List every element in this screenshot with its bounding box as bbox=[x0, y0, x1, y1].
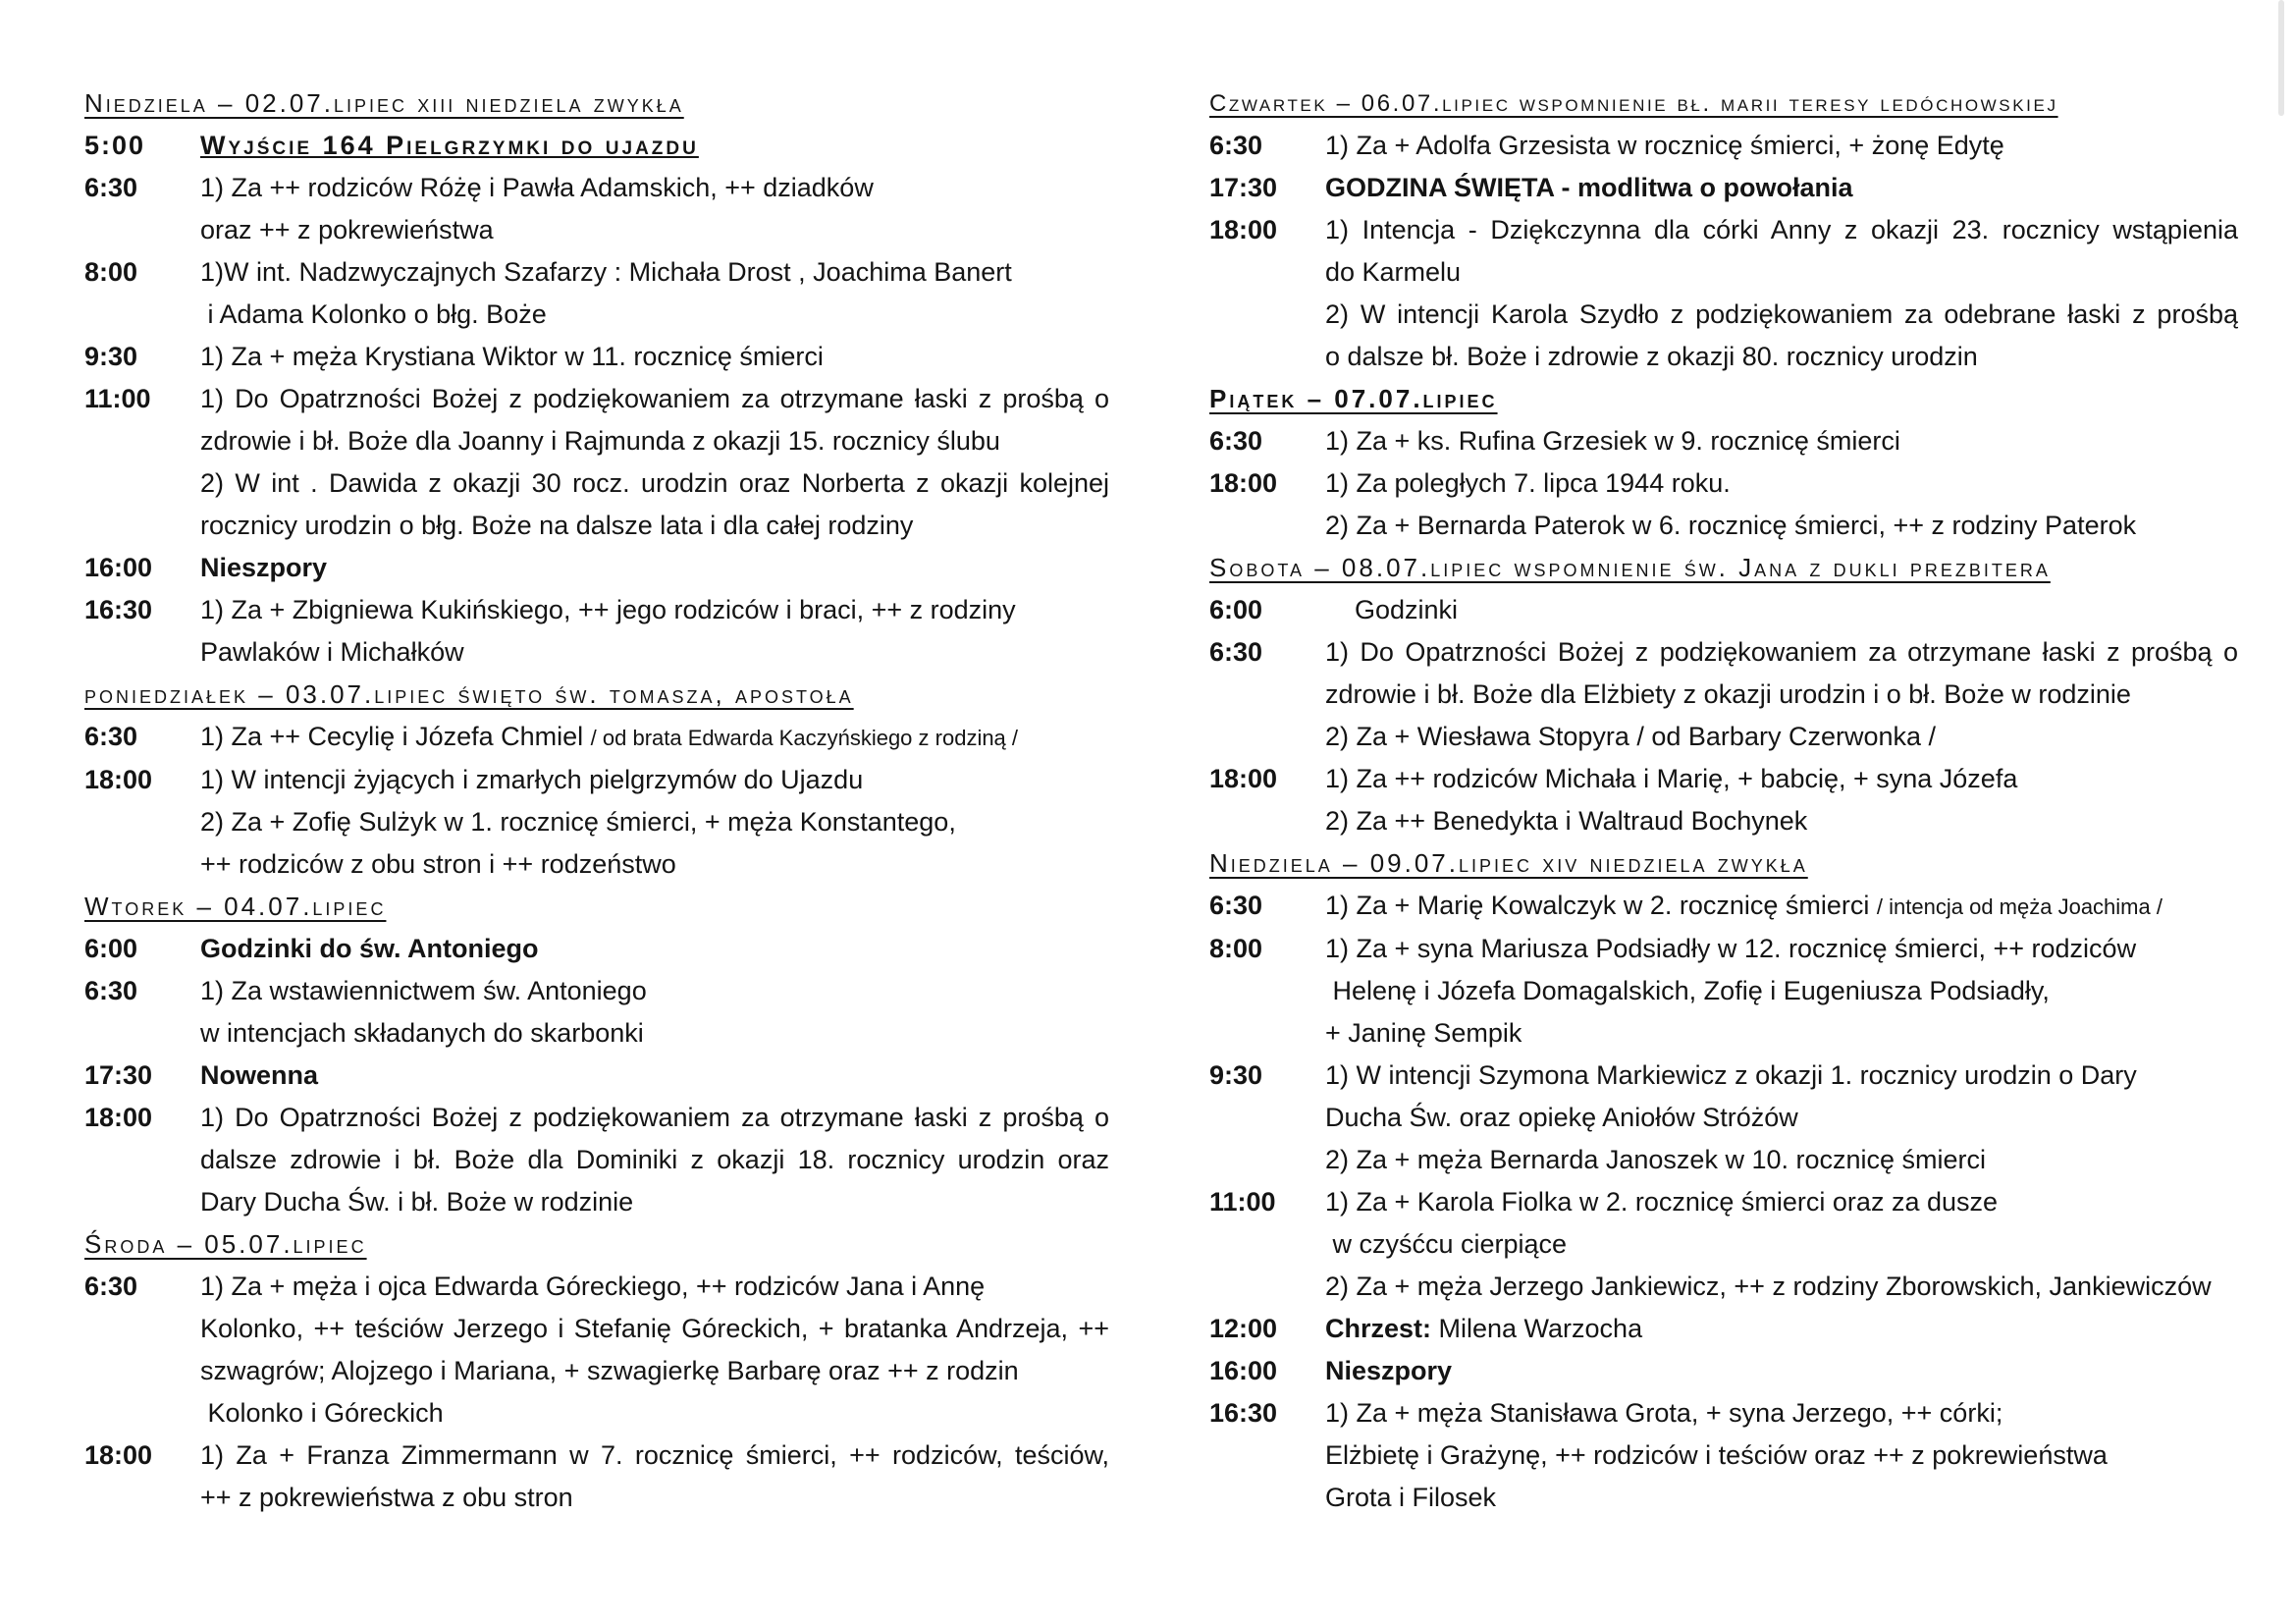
intention-line: 1)W int. Nadzwyczajnych Szafarzy : Michała Drost , Joachima Banert bbox=[200, 257, 1012, 287]
intention-line: 1) Za ++ Cecylię i Józefa Chmiel / od brata Edwarda Kaczyńskiego z rodziną / bbox=[200, 722, 1019, 751]
intention-line: i Adama Kolonko o błg. Boże bbox=[200, 299, 547, 329]
intention-line: Wyjście 164 Pielgrzymki do ujazdu bbox=[200, 131, 699, 160]
scrollbar-thumb[interactable] bbox=[2278, 0, 2284, 116]
day-header: Niedziela – 09.07.lipiec xiv niedziela zwykła bbox=[1209, 848, 1808, 878]
mass-entry bbox=[1209, 1350, 2238, 1392]
day-header: Czwartek – 06.07.lipiec wspomnienie bł. marii teresy ledóchowskiej bbox=[1209, 90, 2058, 117]
intention-line: Ducha Św. oraz opiekę Aniołów Stróżów bbox=[1325, 1103, 1798, 1132]
mass-time: 11:00 bbox=[84, 384, 151, 413]
day-section-sunday-0907 bbox=[1209, 842, 2238, 1519]
mass-entry bbox=[84, 167, 1109, 251]
mass-entry bbox=[1209, 125, 2238, 167]
intention-line: 2) Za + Wiesława Stopyra / od Barbary Czerwonka / bbox=[1325, 722, 1937, 751]
intention-line: szwagrów; Alojzego i Mariana, + szwagierkę Barbarę oraz ++ z rodzin bbox=[200, 1356, 1019, 1385]
mass-entry bbox=[1209, 758, 2238, 842]
intention-line: 2) Za ++ Benedykta i Waltraud Bochynek bbox=[1325, 806, 1808, 836]
intention-line: Elżbietę i Grażynę, ++ rodziców i teściów oraz ++ z pokrewieństwa bbox=[1325, 1440, 2108, 1470]
mass-time: 16:30 bbox=[84, 595, 153, 624]
mass-time: 6:30 bbox=[84, 1272, 138, 1301]
intention-line: 1) Do Opatrzności Bożej z podziękowaniem za otrzymane łaski z prośbą o bbox=[1325, 637, 2238, 667]
day-section-sunday-0207 bbox=[84, 82, 1109, 674]
intention-line: + Janinę Sempik bbox=[1325, 1018, 1522, 1048]
intention-line: 1) Za poległych 7. lipca 1944 roku. bbox=[1325, 468, 1731, 498]
intention-line: 1) Za wstawiennictwem św. Antoniego bbox=[200, 976, 647, 1005]
mass-time: 6:30 bbox=[1209, 131, 1263, 160]
mass-time: 16:00 bbox=[84, 553, 153, 582]
mass-time: 9:30 bbox=[84, 342, 138, 371]
intention-line: Pawlaków i Michałków bbox=[200, 637, 464, 667]
intention-line: Kolonko i Góreckich bbox=[200, 1398, 444, 1428]
intention-line: dalsze zdrowie i bł. Boże dla Dominiki z okazji 18. rocznicy urodzin oraz bbox=[200, 1145, 1109, 1174]
mass-time: 18:00 bbox=[84, 1103, 153, 1132]
intention-line: Nieszpory bbox=[200, 553, 328, 582]
mass-entry bbox=[84, 547, 1109, 589]
intention-line: 1) Za + syna Mariusza Podsiadły w 12. rocznicę śmierci, ++ rodziców bbox=[1325, 934, 2137, 963]
intention-line: w intencjach składanych do skarbonki bbox=[200, 1018, 644, 1048]
day-section-friday-0707 bbox=[1209, 378, 2238, 547]
left-column bbox=[84, 82, 1109, 1519]
intention-line: oraz ++ z pokrewieństwa bbox=[200, 215, 494, 244]
intention-line: 1) Za + ks. Rufina Grzesiek w 9. rocznicę śmierci bbox=[1325, 426, 1900, 456]
mass-time: 18:00 bbox=[1209, 764, 1278, 793]
mass-entry bbox=[1209, 1392, 2238, 1519]
intention-line: 1) Do Opatrzności Bożej z podziękowaniem za otrzymane łaski z prośbą o bbox=[200, 1103, 1109, 1132]
mass-entry bbox=[1209, 885, 2238, 928]
intention-line: 1) W intencji Szymona Markiewicz z okazji 1. rocznicy urodzin o Dary bbox=[1325, 1060, 2137, 1090]
mass-entry bbox=[84, 251, 1109, 336]
intention-line: 2) Za + Zofię Sulżyk w 1. rocznicę śmierci, + męża Konstantego, bbox=[200, 807, 956, 837]
intention-line: o dalsze bł. Boże i zdrowie z okazji 80. rocznicy urodzin bbox=[1325, 342, 1978, 371]
mass-entry bbox=[1209, 589, 2238, 631]
intention-line: 1) Za + męża Stanisława Grota, + syna Jerzego, ++ córki; bbox=[1325, 1398, 2003, 1428]
day-header: Wtorek – 04.07.lipiec bbox=[84, 892, 387, 921]
intention-line: zdrowie i bł. Boże dla Joanny i Rajmunda z okazji 15. rocznicy ślubu bbox=[200, 426, 1000, 456]
mass-time: 18:00 bbox=[84, 1440, 153, 1470]
mass-time: 6:30 bbox=[1209, 891, 1263, 920]
mass-time: 8:00 bbox=[84, 257, 138, 287]
mass-time: 16:00 bbox=[1209, 1356, 1278, 1385]
intention-line: w czyśćcu cierpiące bbox=[1325, 1229, 1568, 1259]
intention-line: ++ z pokrewieństwa z obu stron bbox=[200, 1483, 573, 1512]
day-header: Środa – 05.07.lipiec bbox=[84, 1229, 367, 1259]
intention-line: ++ rodziców z obu stron i ++ rodzeństwo bbox=[200, 849, 676, 879]
intention-line: 2) Za + Bernarda Paterok w 6. rocznicę śmierci, ++ z rodziny Paterok bbox=[1325, 511, 2137, 540]
intention-line: 1) Do Opatrzności Bożej z podziękowaniem za otrzymane łaski z prośbą o bbox=[200, 384, 1109, 413]
intention-line: zdrowie i bł. Boże dla Elżbiety z okazji urodzin i o bł. Boże w rodzinie bbox=[1325, 679, 2131, 709]
mass-entry bbox=[1209, 1181, 2238, 1308]
mass-entry bbox=[84, 759, 1109, 886]
mass-entry bbox=[1209, 928, 2238, 1055]
intention-line: 1) Za + męża Krystiana Wiktor w 11. rocznicę śmierci bbox=[200, 342, 824, 371]
mass-entry bbox=[1209, 167, 2238, 209]
intention-line: do Karmelu bbox=[1325, 257, 1462, 287]
mass-entry bbox=[1209, 462, 2238, 547]
intention-line: GODZINA ŚWIĘTA - modlitwa o powołania bbox=[1325, 173, 1853, 202]
mass-entry bbox=[84, 970, 1109, 1055]
mass-time: 6:30 bbox=[84, 722, 138, 751]
intention-line: Nowenna bbox=[200, 1060, 319, 1090]
intention-line: 1) Intencja - Dziękczynna dla córki Anny z okazji 23. rocznicy wstąpienia bbox=[1325, 215, 2238, 244]
day-header: poniedziałek – 03.07.lipiec święto św. tomasza, apostoła bbox=[84, 679, 854, 709]
mass-time: 6:00 bbox=[84, 934, 138, 963]
intention-line: 2) W intencji Karola Szydło z podziękowaniem za odebrane łaski z prośbą bbox=[1325, 299, 2238, 329]
mass-time: 17:30 bbox=[84, 1060, 153, 1090]
mass-entry bbox=[84, 336, 1109, 378]
day-section-wednesday-0507 bbox=[84, 1223, 1109, 1519]
intention-line: Chrzest: Milena Warzocha bbox=[1325, 1314, 1643, 1343]
intention-line: 1) Za + Franza Zimmermann w 7. rocznicę śmierci, ++ rodziców, teściów, bbox=[200, 1440, 1109, 1470]
intention-line: Godzinki bbox=[1325, 595, 1459, 624]
mass-entry bbox=[84, 1055, 1109, 1097]
intention-line: Nieszpory bbox=[1325, 1356, 1453, 1385]
intention-line: Godzinki do św. Antoniego bbox=[200, 934, 539, 963]
intention-line: 1) Za + Karola Fiolka w 2. rocznicę śmierci oraz za dusze bbox=[1325, 1187, 1999, 1217]
intention-line: 2) W int . Dawida z okazji 30 rocz. urodzin oraz Norberta z okazji kolejnej bbox=[200, 468, 1109, 498]
mass-entry bbox=[84, 1266, 1109, 1435]
mass-entry bbox=[84, 928, 1109, 970]
mass-entry bbox=[1209, 1308, 2238, 1350]
intention-line: Grota i Filosek bbox=[1325, 1483, 1497, 1512]
mass-time: 18:00 bbox=[1209, 468, 1278, 498]
mass-entry bbox=[1209, 631, 2238, 758]
right-column bbox=[1209, 82, 2238, 1519]
intention-line: 1) Za + Marię Kowalczyk w 2. rocznicę śmierci / intencja od męża Joachima / bbox=[1325, 891, 2163, 920]
mass-time: 6:30 bbox=[1209, 426, 1263, 456]
intention-line: 1) Za ++ rodziców Michała i Marię, + babcię, + syna Józefa bbox=[1325, 764, 2018, 793]
mass-entry bbox=[84, 1097, 1109, 1223]
mass-time: 6:30 bbox=[84, 173, 138, 202]
intention-line: 1) Za + Adolfa Grzesista w rocznicę śmierci, + żonę Edytę bbox=[1325, 131, 2004, 160]
intention-line: 1) W intencji żyjących i zmarłych pielgrzymów do Ujazdu bbox=[200, 765, 864, 794]
mass-time: 11:00 bbox=[1209, 1187, 1276, 1217]
mass-entry bbox=[84, 716, 1109, 759]
intention-line: Helenę i Józefa Domagalskich, Zofię i Eugeniusza Podsiadły, bbox=[1325, 976, 2050, 1005]
mass-time: 6:30 bbox=[84, 976, 138, 1005]
intention-line: 1) Za + Zbigniewa Kukińskiego, ++ jego rodziców i braci, ++ z rodziny bbox=[200, 595, 1016, 624]
mass-time: 12:00 bbox=[1209, 1314, 1278, 1343]
mass-time: 8:00 bbox=[1209, 934, 1263, 963]
day-section-saturday-0807 bbox=[1209, 547, 2238, 842]
intention-line: Dary Ducha Św. i bł. Boże w rodzinie bbox=[200, 1187, 634, 1217]
day-section-thursday-0607 bbox=[1209, 82, 2238, 378]
mass-time: 6:30 bbox=[1209, 637, 1263, 667]
mass-time: 16:30 bbox=[1209, 1398, 1278, 1428]
mass-entry bbox=[84, 378, 1109, 547]
intention-line: 2) Za + męża Jerzego Jankiewicz, ++ z rodziny Zborowskich, Jankiewiczów bbox=[1325, 1272, 2212, 1301]
mass-entry bbox=[1209, 209, 2238, 378]
intention-line: 1) Za + męża i ojca Edwarda Góreckiego, ++ rodziców Jana i Annę bbox=[200, 1272, 986, 1301]
day-section-tuesday-0407 bbox=[84, 886, 1109, 1223]
intention-line: 2) Za + męża Bernarda Janoszek w 10. rocznicę śmierci bbox=[1325, 1145, 1987, 1174]
mass-entry bbox=[1209, 1055, 2238, 1181]
mass-time: 6:00 bbox=[1209, 595, 1263, 624]
mass-time: 5:00 bbox=[84, 131, 146, 160]
mass-entry bbox=[1209, 420, 2238, 462]
intention-line: Kolonko, ++ teściów Jerzego i Stefanię Góreckich, + bratanka Andrzeja, ++ bbox=[200, 1314, 1109, 1343]
day-header: Niedziela – 02.07.lipiec xiii niedziela zwykła bbox=[84, 88, 684, 118]
day-header: Piątek – 07.07.lipiec bbox=[1209, 384, 1498, 413]
mass-entry bbox=[84, 125, 1109, 167]
day-header: Sobota – 08.07.lipiec wspomnienie św. Jana z dukli prezbitera bbox=[1209, 553, 2051, 582]
day-section-monday-0307 bbox=[84, 674, 1109, 886]
mass-time: 18:00 bbox=[84, 765, 153, 794]
mass-entry bbox=[84, 1435, 1109, 1519]
mass-entry bbox=[84, 589, 1109, 674]
mass-time: 18:00 bbox=[1209, 215, 1278, 244]
intention-line: rocznicy urodzin o błg. Boże na dalsze lata i dla całej rodziny bbox=[200, 511, 914, 540]
intention-line: 1) Za ++ rodziców Różę i Pawła Adamskich, ++ dziadków bbox=[200, 173, 874, 202]
mass-time: 9:30 bbox=[1209, 1060, 1263, 1090]
mass-time: 17:30 bbox=[1209, 173, 1278, 202]
